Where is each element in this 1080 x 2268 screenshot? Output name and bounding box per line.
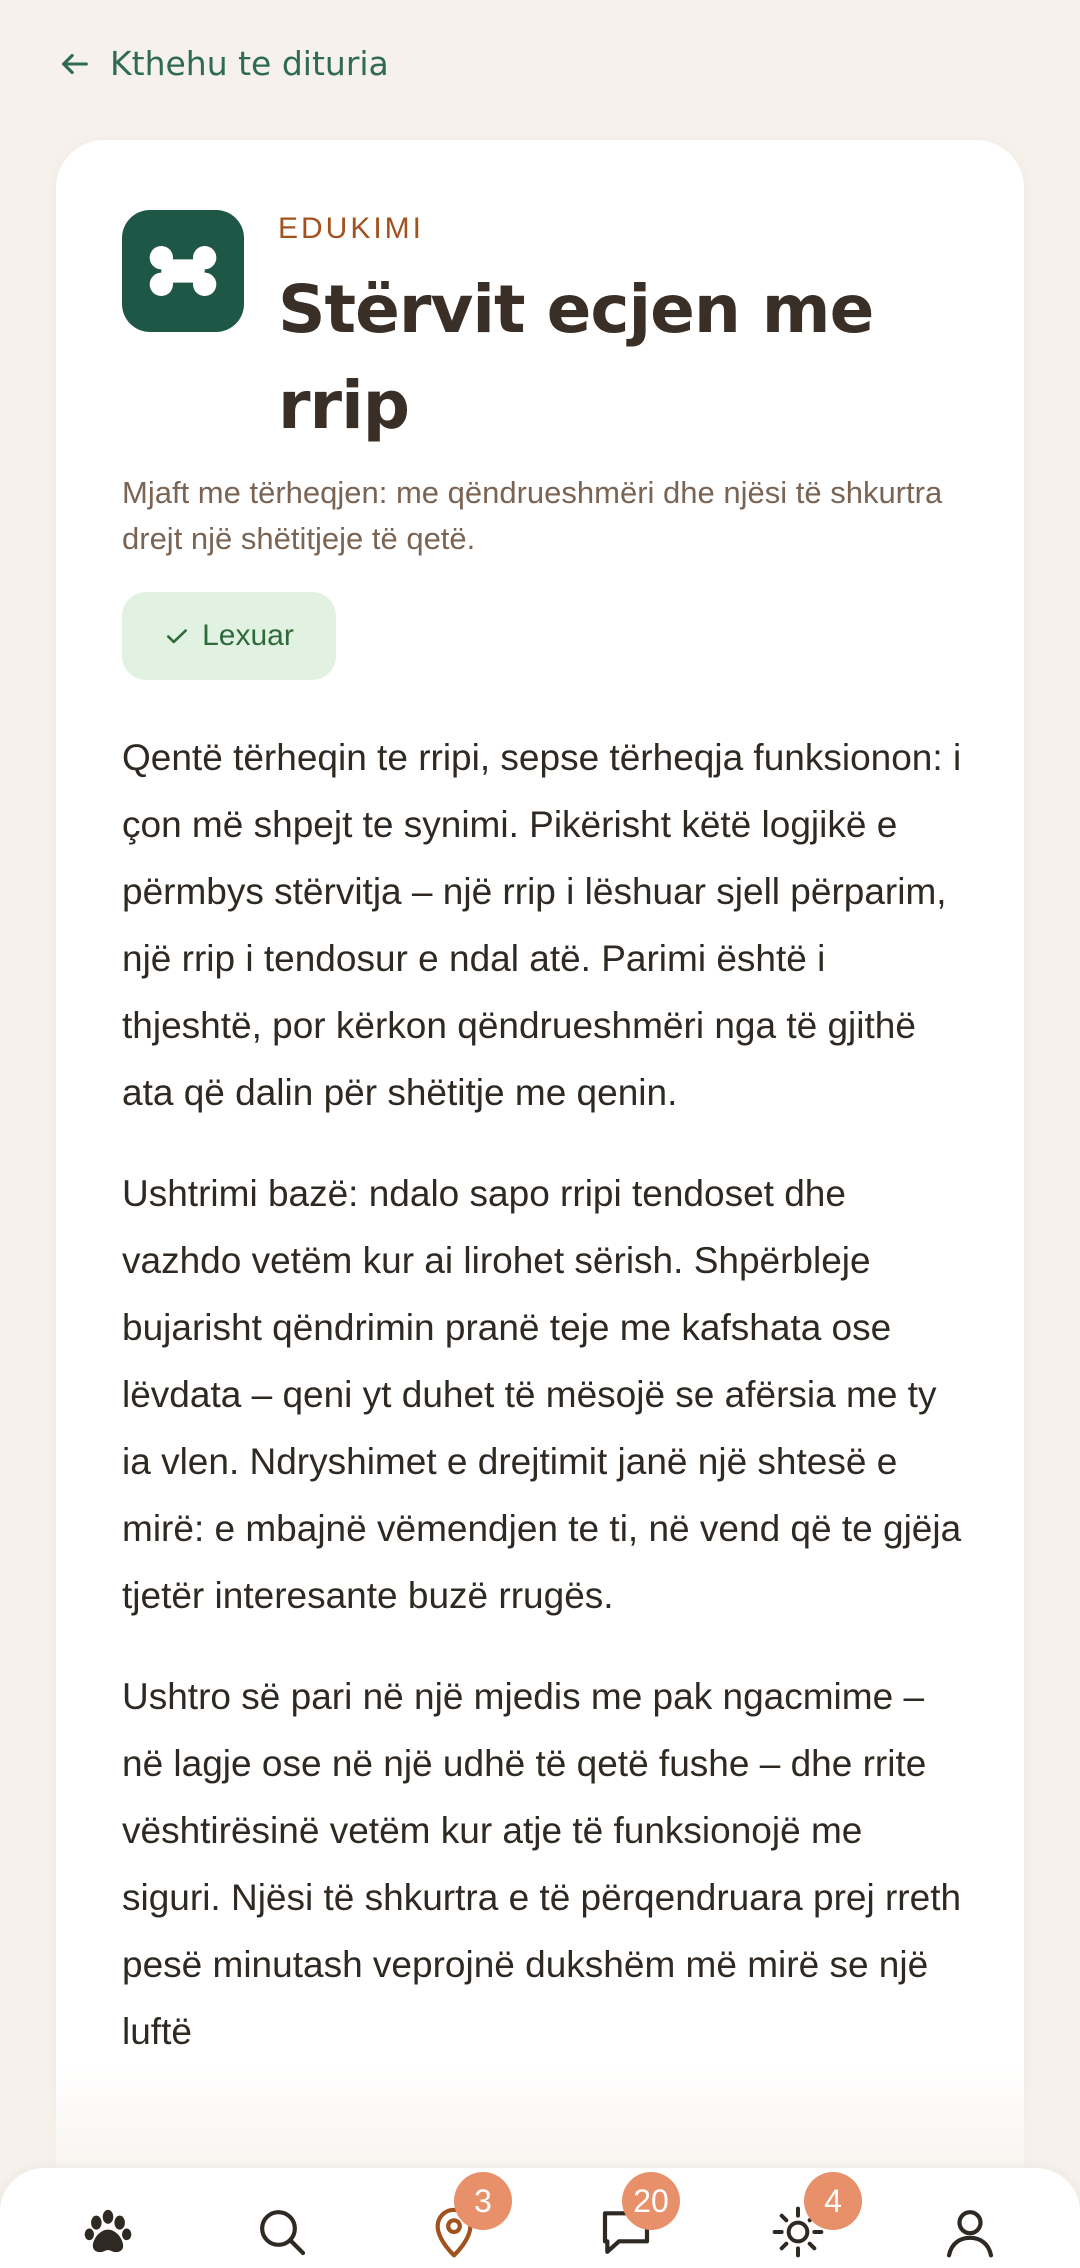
nav-item-search[interactable] [252, 2202, 312, 2262]
back-link-label: Kthehu te dituria [110, 44, 389, 83]
arrow-left-icon [58, 47, 92, 81]
article-body [122, 724, 962, 2099]
nav-item-chat[interactable] [596, 2182, 669, 2262]
nav-item-profile[interactable] [940, 2202, 1000, 2262]
read-status-label: Lexuar [202, 619, 294, 652]
article-paragraph: Ushtro së pari në një mjedis me pak ngacmime – në lagje ose në një udhë të qetë fushe – dhe rrite vështirësinë vetëm kur atje të funksionojë me siguri. Njësi të shkurtra e të përqendruara prej rreth pesë minutash veprojnë dukshëm më mirë se një luftë [122, 1676, 962, 2052]
topic-icon-tile [122, 210, 244, 332]
nav-badge-chat: 20 [622, 2172, 680, 2230]
nav-badge-map: 3 [454, 2172, 512, 2230]
bone-icon [143, 231, 223, 311]
article-category: EDUKIMI [278, 212, 425, 245]
bottom-nav [0, 2168, 1080, 2268]
nav-item-map[interactable] [424, 2182, 492, 2262]
paw-icon [80, 2204, 136, 2260]
article-paragraph: Qentë tërheqin te rripi, sepse tërheqja funksionon: i çon më shpejt te synimi. Pikërisht këtë logjikë e përmbys stërvitja – një rrip i lëshuar sjell përparim, një rrip i tendosur e ndal atë. Parimi është i thjeshtë, por kërkon qëndrueshmëri nga të gjithë ata që dalin për shëtitje me qenin. [122, 737, 962, 1113]
article-card [56, 140, 1024, 2268]
back-link[interactable] [58, 44, 389, 83]
article-subtitle: Mjaft me tërheqjen: me qëndrueshmëri dhe njësi të shkurtra drejt një shëtitjeje të qetë. [122, 475, 943, 556]
article-title: Stërvit ecjen me rrip [278, 271, 874, 444]
nav-badge-tips: 4 [804, 2172, 862, 2230]
article-paragraph: Ushtrimi bazë: ndalo sapo rripi tendoset dhe vazhdo vetëm kur ai lirohet sërish. Shpërbleje bujarisht qëndrimin pranë teje me kafshata ose lëvdata – qeni yt duhet të mësojë se afërsia me ty ia vlen. Ndryshimet e drejtimit janë një shtesë e mirë: e mbajnë vëmendjen te ti, në vend që te gjëja tjetër interesante buzë rrugës. [122, 1173, 962, 1616]
search-icon [254, 2204, 310, 2260]
nav-item-home[interactable] [78, 2202, 138, 2262]
check-icon [164, 623, 190, 649]
profile-icon [942, 2204, 998, 2260]
nav-item-tips[interactable] [768, 2182, 842, 2262]
read-status-chip[interactable] [122, 592, 336, 680]
